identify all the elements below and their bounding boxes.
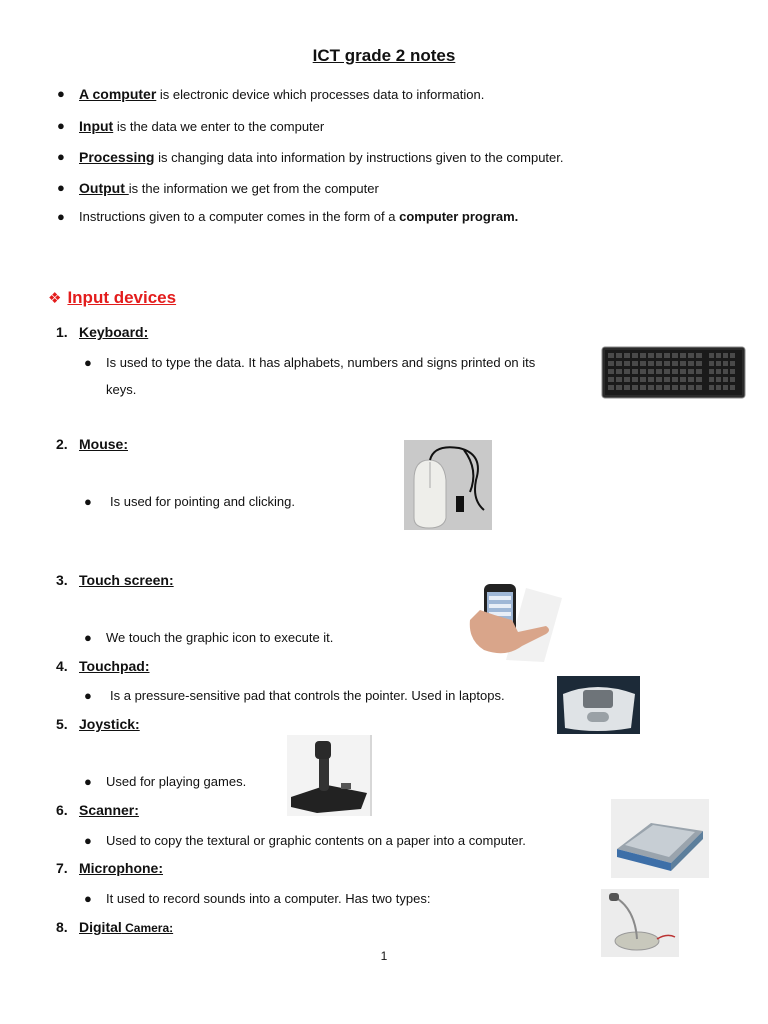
scanner-image <box>611 799 709 878</box>
bullet-dot: ● <box>84 688 92 703</box>
term: Processing <box>79 149 155 165</box>
item-name: Touchpad: <box>79 658 150 674</box>
item-desc-touch-screen <box>84 624 334 651</box>
bullet-dot: ● <box>84 774 92 789</box>
item-heading-digital-camera <box>56 919 173 935</box>
item-heading-touch-screen <box>56 572 174 588</box>
term-bold: computer program. <box>399 209 519 224</box>
item-heading-scanner <box>56 802 139 818</box>
item-number: 8. <box>56 919 68 935</box>
item-number: 3. <box>56 572 68 588</box>
intro-bullet-computer <box>57 86 485 103</box>
bullet-dot: ● <box>84 833 92 848</box>
item-desc-text: Used for playing games. <box>106 774 247 789</box>
definition: is the data we enter to the computer <box>113 119 325 134</box>
item-desc-scanner <box>84 827 526 854</box>
item-heading-touchpad <box>56 658 150 674</box>
item-name-small: Camera: <box>121 921 174 935</box>
item-number: 7. <box>56 860 68 876</box>
bullet-dot: ● <box>57 86 65 101</box>
section-heading <box>48 288 176 308</box>
term: Output <box>79 180 129 196</box>
term: A computer <box>79 86 157 102</box>
item-desc-text: Used to copy the textural or graphic contents on a paper into a computer. <box>106 833 526 848</box>
bullet-dot: ● <box>84 355 92 370</box>
item-desc-text: We touch the graphic icon to execute it. <box>106 630 334 645</box>
bullet-dot: ● <box>57 118 65 133</box>
intro-bullet-processing <box>57 149 564 166</box>
item-name: Touch screen: <box>79 572 174 588</box>
microphone-image <box>601 889 679 957</box>
item-name: Scanner: <box>79 802 139 818</box>
item-name: Joystick: <box>79 716 140 732</box>
item-heading-keyboard <box>56 324 148 340</box>
item-number: 6. <box>56 802 68 818</box>
item-heading-microphone <box>56 860 163 876</box>
bullet-dot: ● <box>57 149 65 164</box>
item-desc-keyboard-cont: keys. <box>106 382 137 397</box>
intro-bullet-output <box>57 180 379 197</box>
definition: is changing data into information by instructions given to the computer. <box>154 150 564 165</box>
item-desc-mouse <box>84 488 295 515</box>
mouse-image <box>404 440 492 530</box>
keyboard-image <box>601 345 747 400</box>
intro-bullet-instructions <box>57 209 519 225</box>
touch-screen-image <box>466 580 564 666</box>
item-desc-text: Is a pressure-sensitive pad that controls the pointer. Used in laptops. <box>110 688 505 703</box>
item-desc-text: Is used to type the data. It has alphabets, numbers and signs printed on its <box>106 355 536 370</box>
item-name: Mouse: <box>79 436 128 452</box>
intro-bullet-input <box>57 118 325 135</box>
item-desc-keyboard <box>84 349 536 376</box>
definition: Instructions given to a computer comes in the form of a <box>79 209 400 224</box>
item-desc-touchpad <box>84 682 505 709</box>
touchpad-image <box>557 676 640 734</box>
item-name: Keyboard: <box>79 324 149 340</box>
term: Input <box>79 118 114 134</box>
item-heading-mouse <box>56 436 128 452</box>
item-name: Microphone: <box>79 860 163 876</box>
item-desc-text: Is used for pointing and clicking. <box>110 494 295 509</box>
section-label: Input devices <box>67 288 177 307</box>
item-number: 5. <box>56 716 68 732</box>
item-desc-microphone <box>84 885 431 912</box>
page-title: ICT grade 2 notes <box>312 46 456 65</box>
definition: is the information we get from the computer <box>128 181 379 196</box>
diamond-bullet-icon: ❖ <box>48 290 62 307</box>
item-number: 1. <box>56 324 68 340</box>
bullet-dot: ● <box>84 891 92 906</box>
bullet-dot: ● <box>57 180 65 195</box>
item-number: 4. <box>56 658 68 674</box>
bullet-dot: ● <box>84 630 92 645</box>
bullet-dot: ● <box>84 494 92 509</box>
page-number: 1 <box>380 949 388 963</box>
item-name: Digital <box>79 919 122 935</box>
item-heading-joystick <box>56 716 140 732</box>
item-number: 2. <box>56 436 68 452</box>
item-desc-joystick <box>84 768 247 795</box>
definition: is electronic device which processes data to information. <box>156 87 485 102</box>
joystick-image <box>287 735 372 816</box>
bullet-dot: ● <box>57 209 65 224</box>
item-desc-text: It used to record sounds into a computer. Has two types: <box>106 891 431 906</box>
